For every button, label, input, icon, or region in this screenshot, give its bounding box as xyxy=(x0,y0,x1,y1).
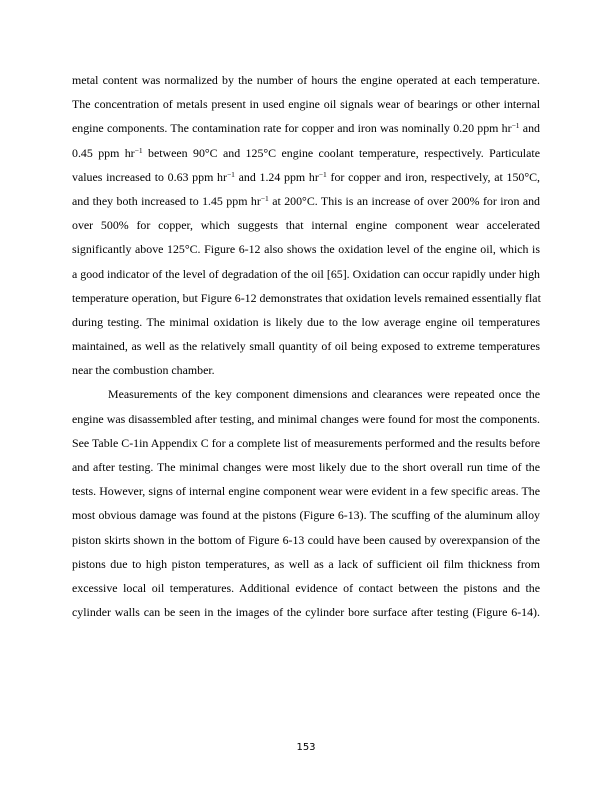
text-line: maintained, as well as the relatively small quantity of oil being exposed to extreme temperatures xyxy=(72,339,540,354)
text-line: during testing. The minimal oxidation is likely due to the low average engine oil temperatures xyxy=(72,314,540,329)
text-line: cylinder walls can be seen in the images of the cylinder bore surface after testing (Figure 6-14). xyxy=(72,605,540,620)
superscript-exponent: −1 xyxy=(134,145,143,155)
text-line: over 500% for copper, which suggests that internal engine component wear accelerated xyxy=(72,218,540,233)
text-line: piston skirts shown in the bottom of Figure 6-13 could have been caused by overexpansion of the xyxy=(72,532,540,547)
superscript-exponent: −1 xyxy=(260,193,269,203)
text-line: near the combustion chamber. xyxy=(72,363,215,378)
text-line: a good indicator of the level of degradation of the oil [65]. Oxidation can occur rapidly under high xyxy=(72,266,540,281)
text-line: pistons due to high piston temperatures, as well as a lack of sufficient oil film thickness from xyxy=(72,556,540,571)
text-line: and after testing. The minimal changes were most likely due to the short overall run time of the xyxy=(72,460,540,474)
text-line: temperature operation, but Figure 6-12 demonstrates that oxidation levels remained essentially flat xyxy=(72,290,541,305)
text-line: engine components. The contamination rate for copper and iron was nominally 0.20 ppm $hr^{-1}$ and xyxy=(72,121,540,136)
paragraph-1 xyxy=(72,68,540,382)
superscript-exponent: −1 xyxy=(318,169,327,179)
page-number: 153 xyxy=(296,742,316,753)
text-line: significantly above 125°C. Figure 6-12 also shows the oxidation level of the engine oil, which is xyxy=(72,242,540,257)
text-line: Measurements of the key component dimensions and clearances were repeated once the xyxy=(108,387,540,402)
body-text xyxy=(72,68,540,624)
text-line: values increased to 0.63 ppm $hr^{-1}$ and 1.24 ppm $hr^{-1}$ for copper and iron, respectively, at 150°C, xyxy=(72,169,540,184)
superscript-exponent: −1 xyxy=(511,121,520,131)
text-line: metal content was normalized by the number of hours the engine operated at each temperature. xyxy=(72,73,540,87)
text-line: engine was disassembled after testing, and minimal changes were found for most the components. xyxy=(72,411,540,426)
superscript-exponent: −1 xyxy=(226,169,235,179)
text-line: excessive local oil temperatures. Additional evidence of contact between the pistons and the xyxy=(72,580,540,595)
text-line: most obvious damage was found at the pistons (Figure 6-13). The scuffing of the aluminum alloy xyxy=(72,508,540,523)
text-line: See Table C-1in Appendix C for a complete list of measurements performed and the results before xyxy=(72,435,540,450)
text-line: and they both increased to 1.45 ppm $hr^{-1}$ at 200°C. This is an increase of over 200% for iron and xyxy=(72,193,541,208)
paragraph-2 xyxy=(72,382,540,624)
text-line: tests. However, signs of internal engine component wear were evident in a few specific areas. The xyxy=(72,484,540,499)
text-line: 0.45 ppm $hr^{-1}$ between 90°C and 125°C engine coolant temperature, respectively. Particulate xyxy=(72,145,540,160)
text-line: The concentration of metals present in used engine oil signals wear of bearings or other internal xyxy=(72,97,540,112)
